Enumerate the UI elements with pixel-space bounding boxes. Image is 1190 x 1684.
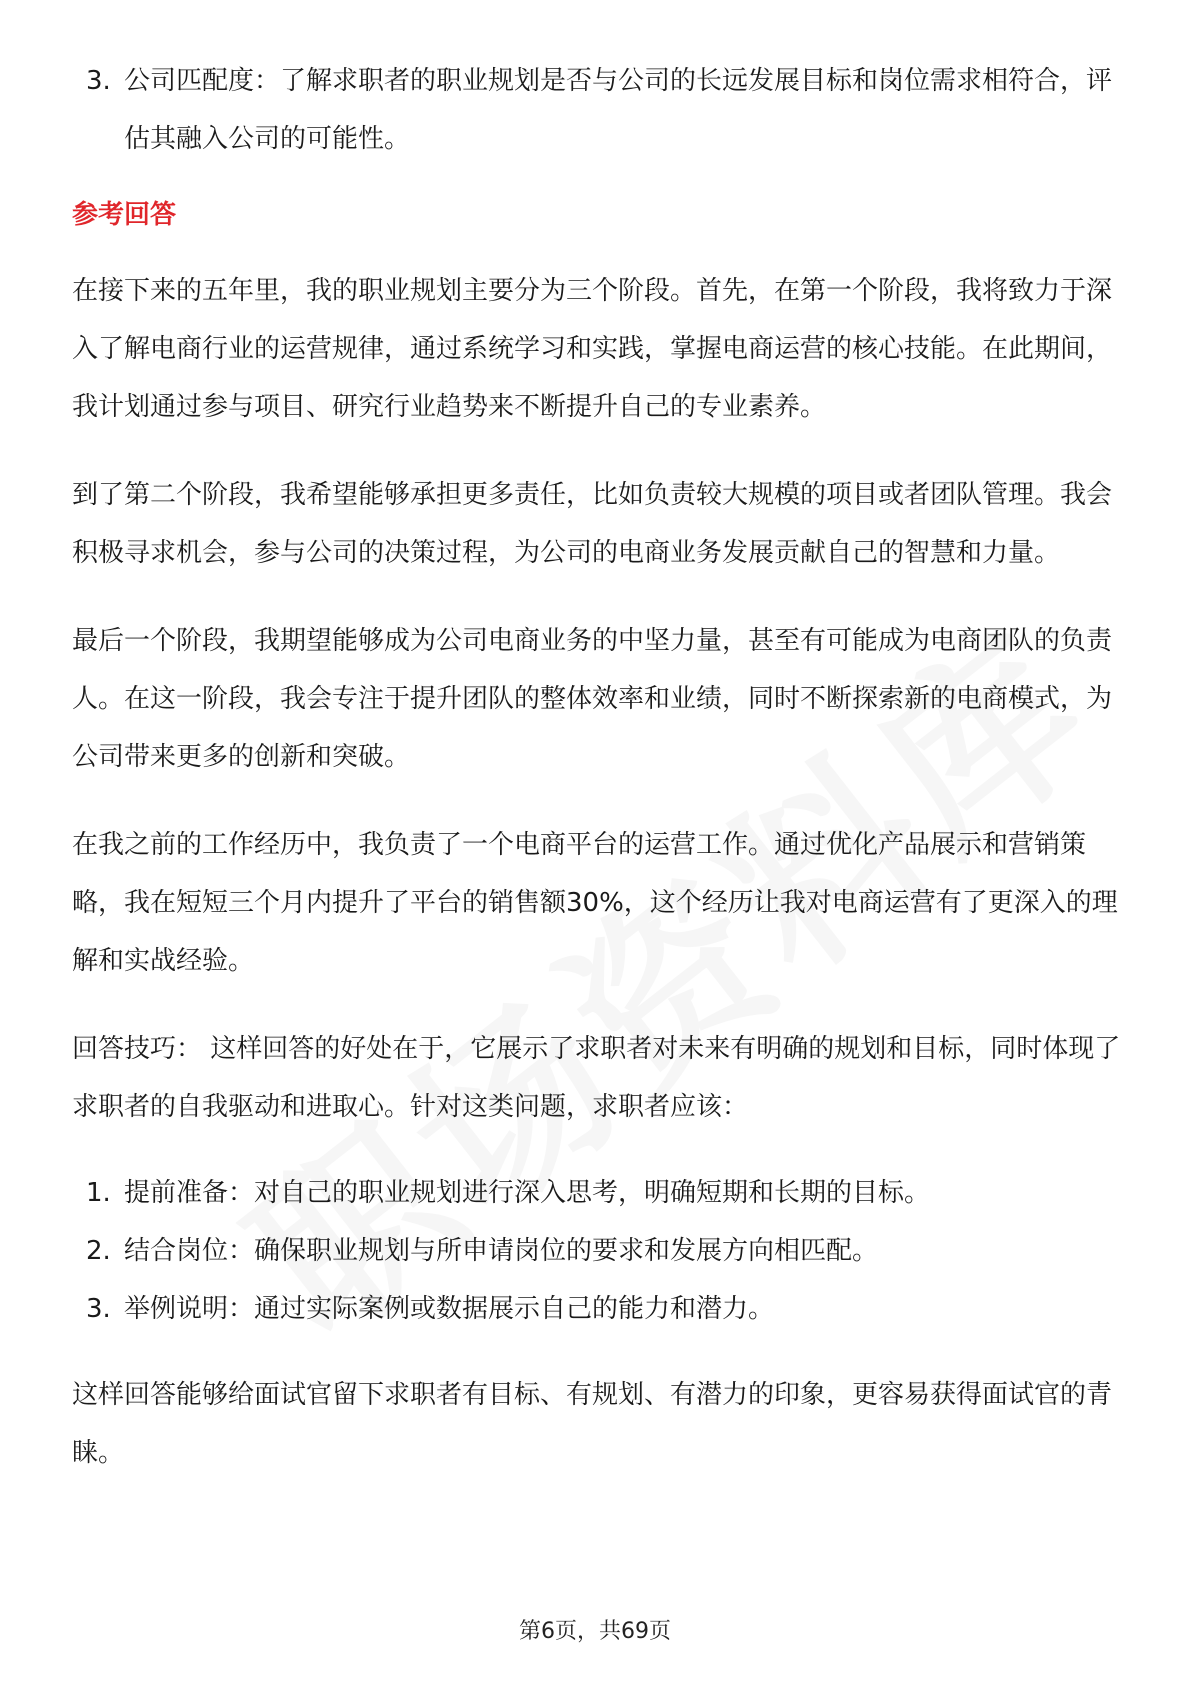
list-item	[72, 1222, 1132, 1280]
page-footer: 第6页，共69页	[519, 1619, 671, 1644]
tips-list	[72, 1164, 1132, 1338]
list-number: 1.	[86, 1178, 111, 1208]
list-number: 2.	[86, 1236, 111, 1266]
list-text: 举例说明：通过实际案例或数据展示自己的能力和潜力。	[124, 1294, 775, 1324]
paragraph-stage-two: 到了第二个阶段，我希望能够承担更多责任，比如负责较大规模的项目或者团队管理。我会积极寻求机会，参与公司的决策过程，为公司的电商业务发展贡献自己的智慧和力量。	[72, 480, 1113, 568]
section-heading: 参考回答	[72, 200, 177, 230]
list-item	[72, 1280, 1132, 1338]
list-item	[72, 52, 1132, 168]
paragraph-stage-three: 最后一个阶段，我期望能够成为公司电商业务的中坚力量，甚至有可能成为电商团队的负责人。在这一阶段，我会专注于提升团队的整体效率和业绩，同时不断探索新的电商模式，为公司带来更多的创新和突破。	[72, 626, 1113, 772]
list-number: 3.	[86, 66, 111, 96]
list-text: 结合岗位：确保职业规划与所申请岗位的要求和发展方向相匹配。	[124, 1236, 879, 1266]
criteria-list	[72, 52, 1132, 168]
paragraph-stage-one: 在接下来的五年里，我的职业规划主要分为三个阶段。首先，在第一个阶段，我将致力于深入了解电商行业的运营规律，通过系统学习和实践，掌握电商运营的核心技能。在此期间，我计划通过参与项目、研究行业趋势来不断提升自己的专业素养。	[72, 276, 1113, 422]
list-text: 提前准备：对自己的职业规划进行深入思考，明确短期和长期的目标。	[124, 1178, 931, 1208]
list-text: 公司匹配度：了解求职者的职业规划是否与公司的长远发展目标和岗位需求相符合，评估其融入公司的可能性。	[124, 66, 1113, 154]
paragraph-closing: 这样回答能够给面试官留下求职者有目标、有规划、有潜力的印象，更容易获得面试官的青睐。	[72, 1380, 1113, 1468]
paragraph-experience: 在我之前的工作经历中，我负责了一个电商平台的运营工作。通过优化产品展示和营销策略，我在短短三个月内提升了平台的销售额30%，这个经历让我对电商运营有了更深入的理解和实战经验。	[72, 830, 1118, 976]
list-number: 3.	[86, 1294, 111, 1324]
document-body	[72, 52, 1132, 1482]
paragraph-tips-intro: 回答技巧： 这样回答的好处在于，它展示了求职者对未来有明确的规划和目标，同时体现了求职者的自我驱动和进取心。针对这类问题，求职者应该：	[72, 1034, 1121, 1122]
list-item	[72, 1164, 1132, 1222]
